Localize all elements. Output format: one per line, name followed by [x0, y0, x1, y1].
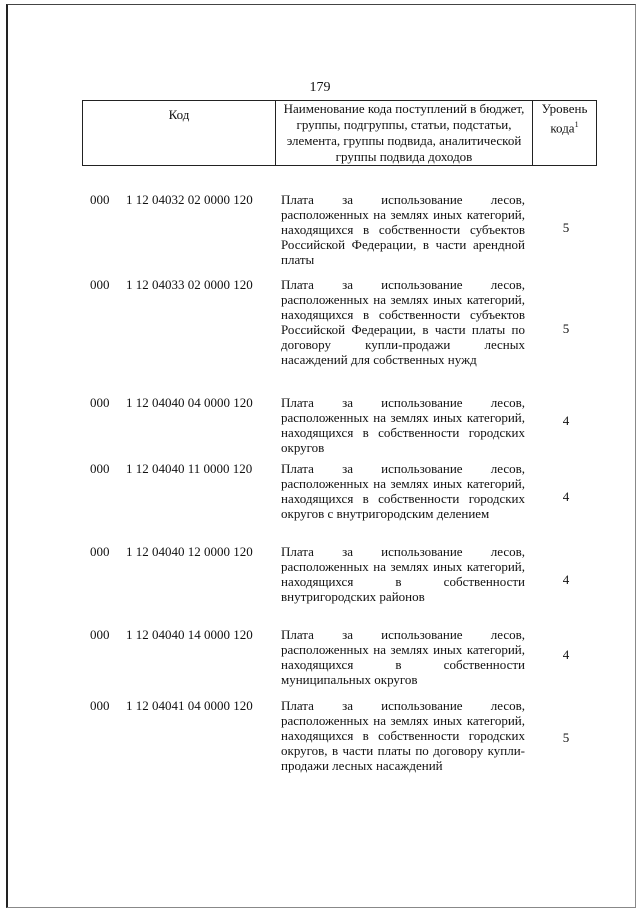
row-code: 1 12 04041 04 0000 120 — [126, 698, 253, 713]
row-prefix: 000 — [90, 192, 110, 207]
row-prefix: 000 — [90, 277, 110, 292]
row-code: 1 12 04033 02 0000 120 — [126, 277, 253, 292]
row-level: 4 — [562, 647, 570, 662]
row-code: 1 12 04040 12 0000 120 — [126, 544, 253, 559]
row-level: 4 — [562, 413, 570, 428]
row-name: Плата за использование лесов, расположенных на землях иных категорий, находящихся в собственности внутригородских районов — [281, 544, 525, 604]
header-level-footnote: 1 — [574, 120, 579, 129]
row-name: Плата за использование лесов, расположенных на землях иных категорий, находящихся в собственности городских округов — [281, 395, 525, 455]
row-level: 5 — [562, 730, 570, 745]
row-name: Плата за использование лесов, расположенных на землях иных категорий, находящихся в собственности муниципальных округов — [281, 627, 525, 687]
row-name: Плата за использование лесов, расположенных на землях иных категорий, находящихся в собственности субъектов Российской Федерации, в части арендной платы — [281, 192, 525, 267]
row-name: Плата за использование лесов, расположенных на землях иных категорий, находящихся в собственности городских округов, в части платы по договору купли-продажи лесных насаждений — [281, 698, 525, 773]
row-code: 1 12 04040 04 0000 120 — [126, 395, 253, 410]
row-prefix: 000 — [90, 698, 110, 713]
row-name: Плата за использование лесов, расположенных на землях иных категорий, находящихся в собственности субъектов Российской Федерации, в части платы по договору купли-продажи лесных насаждений для собственных нужд — [281, 277, 525, 367]
row-code: 1 12 04032 02 0000 120 — [126, 192, 253, 207]
row-name: Плата за использование лесов, расположенных на землях иных категорий, находящихся в собственности городских округов с внутригородским делением — [281, 461, 525, 521]
header-level — [533, 101, 596, 165]
row-level: 5 — [562, 321, 570, 336]
row-level: 5 — [562, 220, 570, 235]
header-code: Код — [83, 101, 276, 165]
header-level-label: Уровень кода — [541, 101, 588, 136]
header-name: Наименование кода поступлений в бюджет, группы, подгруппы, статьи, подстатьи, элемента, группы подвида, аналитической группы подвида доходов — [276, 101, 533, 165]
page-number: 179 — [309, 80, 331, 95]
row-level: 4 — [562, 489, 570, 504]
row-prefix: 000 — [90, 627, 110, 642]
row-code: 1 12 04040 11 0000 120 — [126, 461, 253, 476]
row-code: 1 12 04040 14 0000 120 — [126, 627, 253, 642]
table-header — [82, 100, 597, 166]
row-prefix: 000 — [90, 395, 110, 410]
row-level: 4 — [562, 572, 570, 587]
row-prefix: 000 — [90, 544, 110, 559]
row-prefix: 000 — [90, 461, 110, 476]
